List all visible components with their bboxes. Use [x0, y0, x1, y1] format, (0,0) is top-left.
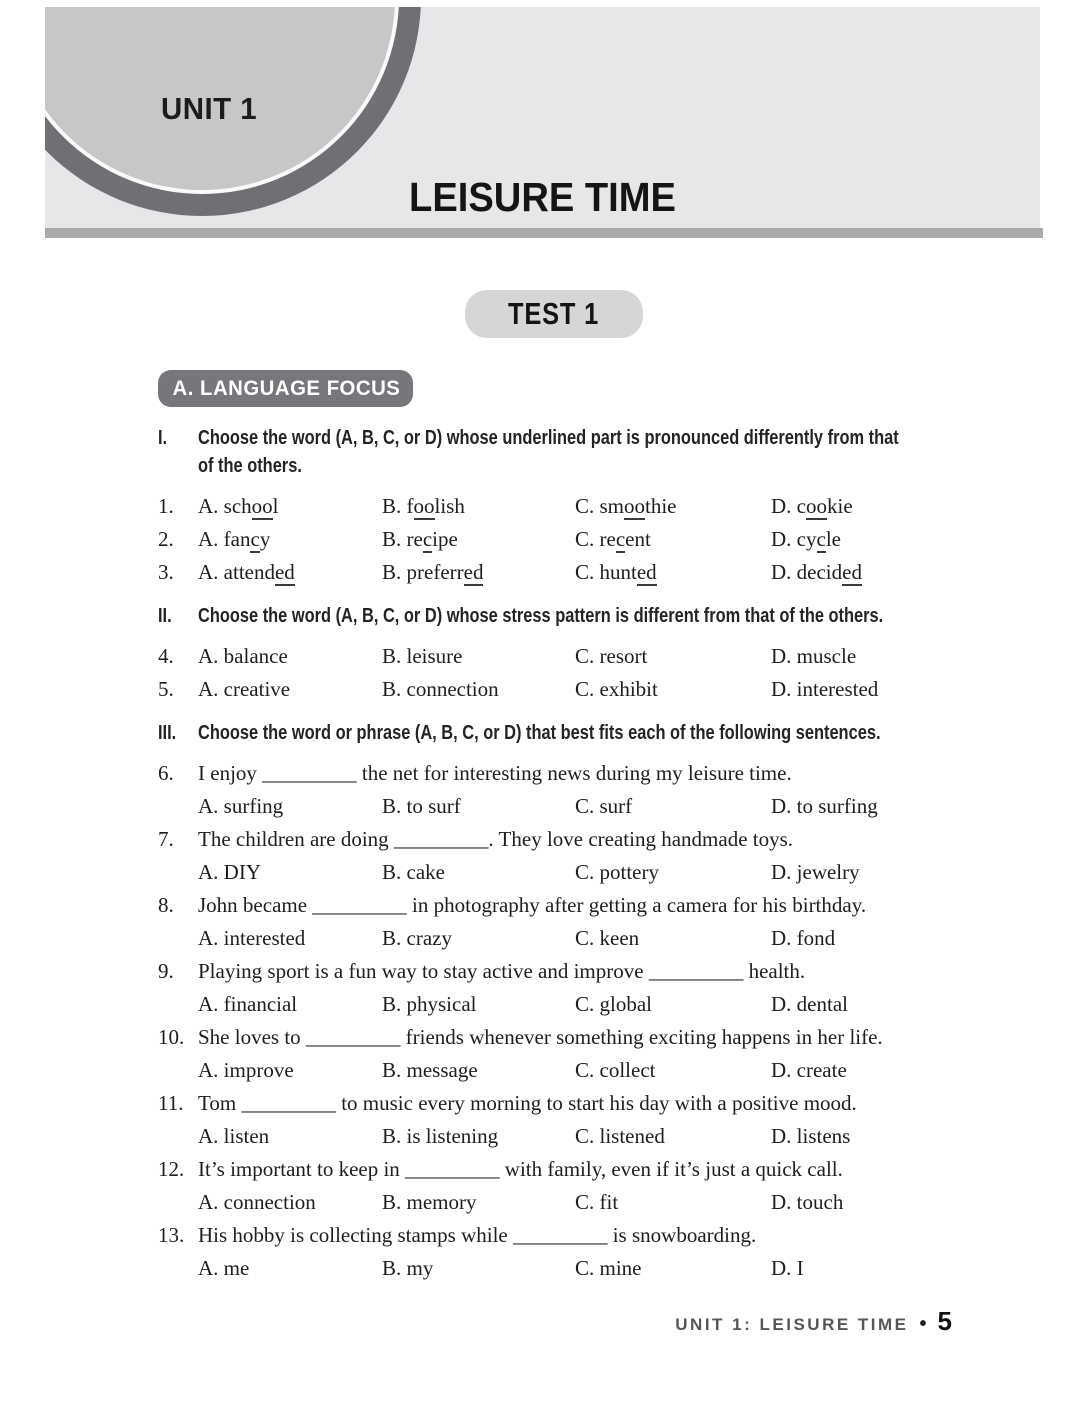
option-D: D. cycle — [771, 527, 841, 551]
option-D: D. cookie — [771, 494, 853, 518]
section-numeral: III. — [158, 722, 177, 744]
question-sentence: It’s important to keep in _________ with family, even if it’s just a quick call. — [198, 1157, 843, 1181]
footer-bullet-icon: • — [919, 1313, 927, 1335]
question-sentence-row — [158, 955, 970, 988]
question-number: 2. — [158, 527, 174, 551]
option-A: A. listen — [198, 1124, 270, 1148]
question-number: 1. — [158, 494, 174, 518]
question-row — [158, 490, 970, 523]
underlined-letters: c — [816, 527, 826, 551]
question-number-spacer — [158, 790, 198, 823]
option-C: C. surf — [575, 794, 633, 818]
question-number-spacer — [158, 988, 198, 1021]
option-C: C. listened — [575, 1124, 665, 1148]
question-sentence: John became _________ in photography after getting a camera for his birthday. — [198, 893, 867, 917]
question-number: 7. — [158, 827, 174, 851]
section-header-pill — [158, 370, 413, 407]
option-C: C. collect — [575, 1058, 656, 1082]
options-row — [158, 1252, 970, 1285]
question-sentence: Playing sport is a fun way to stay active and improve _________ health. — [198, 959, 806, 983]
section-ii — [158, 602, 970, 706]
footer-breadcrumb: UNIT 1: LEISURE TIME — [675, 1315, 909, 1334]
option-A: A. fancy — [198, 527, 271, 551]
options-row — [158, 922, 970, 955]
option-D: D. dental — [771, 992, 848, 1016]
page-footer — [675, 1306, 952, 1337]
instruction-row — [158, 719, 970, 747]
section-i — [158, 424, 970, 589]
test-badge-label: TEST 1 — [508, 296, 600, 331]
option-B: B. my — [382, 1256, 434, 1280]
option-C: C. fit — [575, 1190, 619, 1214]
instruction-row — [158, 424, 970, 480]
question-sentence-row — [158, 1021, 970, 1054]
underlined-letters: c — [250, 527, 260, 551]
question-sentence-row — [158, 1153, 970, 1186]
unit-header-banner — [45, 7, 1040, 228]
option-A: A. DIY — [198, 860, 261, 884]
option-C: C. exhibit — [575, 677, 658, 701]
option-C: C. mine — [575, 1256, 642, 1280]
question-number-spacer — [158, 1120, 198, 1153]
option-D: D. interested — [771, 677, 879, 701]
option-A: A. financial — [198, 992, 298, 1016]
option-A: A. surfing — [198, 794, 284, 818]
option-B: B. preferred — [382, 560, 484, 584]
options-row — [158, 790, 970, 823]
option-C: C. hunted — [575, 560, 657, 584]
option-D: D. muscle — [771, 644, 857, 668]
option-B: B. recipe — [382, 527, 458, 551]
underlined-letters: oo — [806, 494, 827, 518]
question-number-spacer — [158, 1186, 198, 1219]
option-B: B. message — [382, 1058, 478, 1082]
options-row — [158, 1054, 970, 1087]
question-number: 5. — [158, 677, 174, 701]
option-B: B. foolish — [382, 494, 465, 518]
question-number: 6. — [158, 761, 174, 785]
underlined-letters: ed — [842, 560, 862, 584]
option-D: D. to surfing — [771, 794, 878, 818]
question-sentence: His hobby is collecting stamps while _________ is snowboarding. — [198, 1223, 757, 1247]
instruction-text — [198, 719, 1030, 747]
option-B: B. is listening — [382, 1124, 499, 1148]
instruction-line: Choose the word (A, B, C, or D) whose stress pattern is different from that of the others. — [198, 605, 884, 627]
question-row — [158, 556, 970, 589]
option-C: C. pottery — [575, 860, 659, 884]
question-row — [158, 523, 970, 556]
header-divider-bar — [45, 228, 1043, 238]
options-row — [158, 856, 970, 889]
section-iii — [158, 719, 970, 1285]
instruction-text — [198, 602, 1034, 630]
option-B: B. connection — [382, 677, 499, 701]
option-D: D. create — [771, 1058, 847, 1082]
question-number-spacer — [158, 856, 198, 889]
option-D: D. fond — [771, 926, 836, 950]
underlined-letters: c — [422, 527, 433, 551]
question-number: 9. — [158, 959, 174, 983]
underlined-letters: c — [615, 527, 626, 551]
option-D: D. listens — [771, 1124, 851, 1148]
option-C: C. recent — [575, 527, 651, 551]
underlined-letters: oo — [413, 494, 435, 518]
instruction-row — [158, 602, 970, 630]
question-sentence-row — [158, 1087, 970, 1120]
option-D: D. I — [771, 1256, 804, 1280]
option-C: C. global — [575, 992, 652, 1016]
question-number-spacer — [158, 1054, 198, 1087]
section-numeral: I. — [158, 427, 168, 449]
option-A: A. me — [198, 1256, 250, 1280]
section-numeral: II. — [158, 605, 172, 627]
question-sentence-row — [158, 889, 970, 922]
option-B: B. leisure — [382, 644, 463, 668]
option-D: D. decided — [771, 560, 862, 584]
unit-label: UNIT 1 — [161, 91, 258, 126]
instruction-text — [198, 424, 1052, 480]
options-row — [158, 1186, 970, 1219]
question-number: 8. — [158, 893, 174, 917]
question-sentence-row — [158, 757, 970, 790]
test-badge — [465, 290, 643, 338]
option-C: C. smoothie — [575, 494, 677, 518]
options-row — [158, 988, 970, 1021]
option-A: A. connection — [198, 1190, 316, 1214]
option-B: B. memory — [382, 1190, 477, 1214]
footer-page-number: 5 — [937, 1306, 952, 1336]
option-A: A. attended — [198, 560, 295, 584]
option-A: A. improve — [198, 1058, 294, 1082]
option-A: A. interested — [198, 926, 306, 950]
underlined-letters: ed — [274, 560, 295, 584]
question-row — [158, 673, 970, 706]
option-B: B. crazy — [382, 926, 452, 950]
question-number: 10. — [158, 1025, 185, 1049]
option-C: C. keen — [575, 926, 640, 950]
question-number: 12. — [158, 1157, 185, 1181]
instruction-line: Choose the word or phrase (A, B, C, or D) that best fits each of the following sentences. — [198, 722, 881, 744]
section-header-label: A. LANGUAGE FOCUS — [172, 376, 401, 400]
question-number: 4. — [158, 644, 174, 668]
underlined-letters: oo — [624, 494, 646, 518]
underlined-letters: ed — [636, 560, 657, 584]
option-D: D. touch — [771, 1190, 844, 1214]
unit-title: LEISURE TIME — [409, 174, 676, 220]
options-row — [158, 1120, 970, 1153]
question-row — [158, 640, 970, 673]
option-D: D. jewelry — [771, 860, 860, 884]
instruction-line: Choose the word (A, B, C, or D) whose underlined part is pronounced differently from that — [198, 427, 899, 449]
question-sentence: She loves to _________ friends whenever something exciting happens in her life. — [198, 1025, 883, 1049]
option-B: B. physical — [382, 992, 477, 1016]
option-C: C. resort — [575, 644, 648, 668]
option-A: A. balance — [198, 644, 288, 668]
question-sentence-row — [158, 1219, 970, 1252]
question-number: 3. — [158, 560, 174, 584]
option-A: A. school — [198, 494, 279, 518]
content — [158, 424, 970, 1285]
question-sentence: I enjoy _________ the net for interesting news during my leisure time. — [198, 761, 792, 785]
question-number-spacer — [158, 1252, 198, 1285]
question-sentence-row — [158, 823, 970, 856]
underlined-letters: ed — [463, 560, 484, 584]
underlined-letters: oo — [251, 494, 273, 518]
question-sentence: The children are doing _________. They love creating handmade toys. — [198, 827, 794, 851]
question-number: 13. — [158, 1223, 185, 1247]
question-number-spacer — [158, 922, 198, 955]
question-sentence: Tom _________ to music every morning to start his day with a positive mood. — [198, 1091, 857, 1115]
option-B: B. cake — [382, 860, 445, 884]
option-B: B. to surf — [382, 794, 461, 818]
instruction-line: of the others. — [198, 455, 302, 477]
option-A: A. creative — [198, 677, 291, 701]
question-number: 11. — [158, 1091, 184, 1115]
